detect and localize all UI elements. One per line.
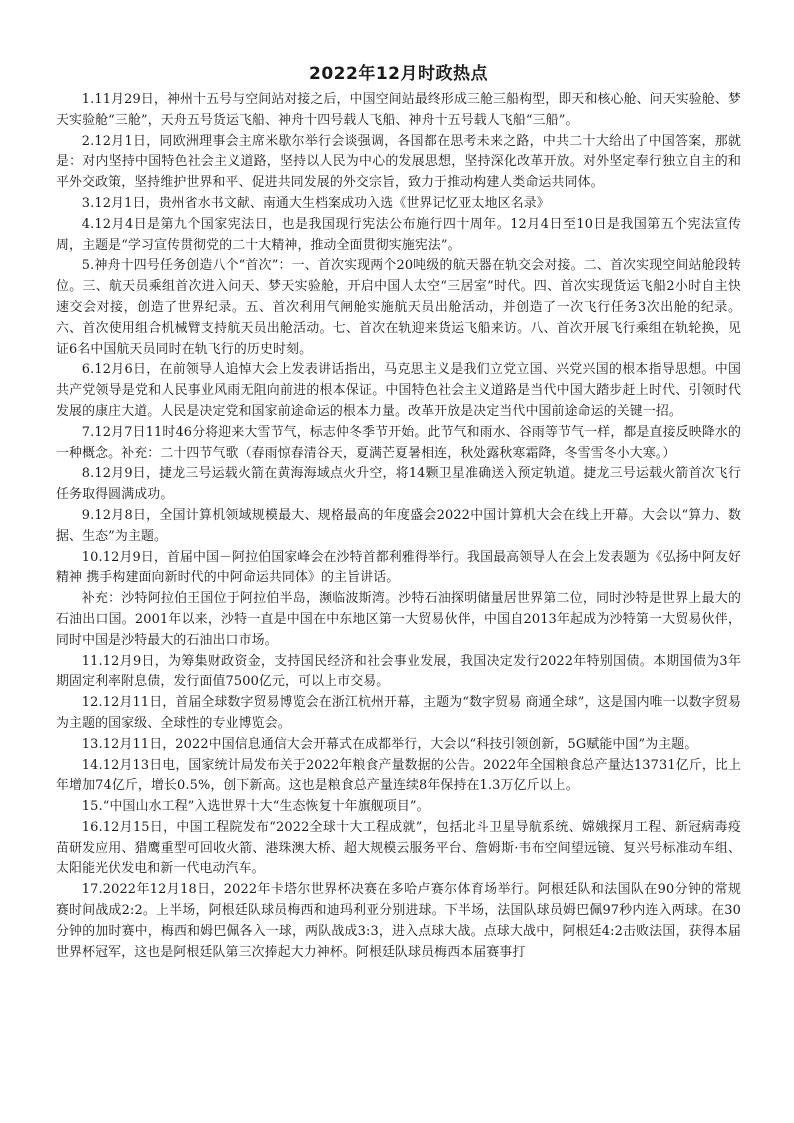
paragraph-10: 10.12月9日，首届中国－阿拉伯国家峰会在沙特首都利雅得举行。我国最高领导人在会上发表题为《弘扬中阿友好精神 携手构建面向新时代的中阿命运共同体》的主旨讲话。 <box>56 549 741 586</box>
document-title: 2022年12月时政热点 <box>309 64 488 84</box>
paragraph-2: 2.12月1日，同欧洲理事会主席米歇尔举行会谈强调，各国都在思考未来之路，中共二十大给出了中国答案，那就是：对内坚持中国特色社会主义道路，坚持以人民为中心的发展思想，坚持深化改革开放。对外坚定奉行独立自主的和平外交政策，坚持维护世界和平、促进共同发展的外交宗旨，致力于推动构建人类命运共同体。 <box>56 133 741 191</box>
paragraph-11: 11.12月9日，为筹集财政资金，支持国民经济和社会事业发展，我国决定发行2022年特别国债。本期国债为3年期固定利率附息债，发行面值7500亿元，可以上市交易。 <box>56 653 741 690</box>
paragraph-13: 13.12月11日，2022中国信息通信大会开幕式在成都举行，大会以“科技引领创新，5G赋能中国”为主题。 <box>81 736 698 752</box>
paragraph-10-supplement: 补充：沙特阿拉伯王国位于阿拉伯半岛，濒临波斯湾。沙特石油探明储量居世界第二位，同时沙特是世界上最大的石油出口国。2001年以来，沙特一直是中国在中东地区第一大贸易伙伴，中国自2013年起成为沙特第一大贸易伙伴，同时中国是沙特最大的石油出口市场。 <box>56 591 741 648</box>
paragraph-12: 12.12月11日，首届全球数字贸易博览会在浙江杭州开幕，主题为“数字贸易 商通全球”，这是国内唯一以数字贸易为主题的国家级、全球性的专业博览会。 <box>56 695 741 731</box>
paragraph-7: 7.12月7日11时46分将迎来大雪节气，标志仲冬季节开始。此节气和雨水、谷雨等节气一样，都是直接反映降水的一种概念。补充：二十四节气歌（春雨惊春清谷天，夏满芒夏暑相连，秋处露秋寒霜降，冬雪雪冬小大寒。） <box>56 424 741 461</box>
paragraph-14: 14.12月13日电，国家统计局发布关于2022年粮食产量数据的公告。2022年全国粮食总产量达13731亿斤，比上年增加74亿斤，增长0.5%，创下新高。这也是粮食总产量连续8年保持在1.3万亿斤以上。 <box>56 757 741 794</box>
paragraph-5: 5.神舟十四号任务创造八个“首次”：一、首次实现两个20吨级的航天器在轨交会对接。二、首次实现空间站舱段转位。三、航天员乘组首次进入问天、梦天实验舱，开启中国人太空“三居室”时代。四、首次实现货运飞船2小时自主快速交会对接，创造了世界纪录。五、首次利用气闸舱实施航天员出舱活动，并创造了一次飞行任务3次出舱的纪录。六、首次使用组合机械臂支持航天员出舱活动。七、首次在轨迎来货运飞船来访。八、首次开展飞行乘组在轨轮换，见证6名中国航天员同时在轨飞行的历史时刻。 <box>56 258 741 357</box>
paragraph-6: 6.12月6日，在前领导人追悼大会上发表讲话指出，马克思主义是我们立党立国、兴党兴国的根本指导思想。中国共产党领导是党和人民事业风雨无阻向前进的根本保证。中国特色社会主义道路是当代中国大踏步赶上时代、引领时代发展的康庄大道。人民是决定党和国家前途命运的根本力量。改革开放是决定当代中国前途命运的关键一招。 <box>56 362 741 419</box>
paragraph-4: 4.12月4日是第九个国家宪法日，也是我国现行宪法公布施行四十周年。12月4日至10日是我国第五个宪法宣传周，主题是“学习宣传贯彻党的二十大精神，推动全面贯彻实施宪法”。 <box>56 216 741 253</box>
paragraph-1: 1.11月29日，神州十五号与空间站对接之后，中国空间站最终形成三舱三船构型，即天和核心舱、问天实验舱、梦天实验舱“三舱”，天舟五号货运飞船、神舟十四号载人飞船、神舟十五号载人飞船“三船”。 <box>56 92 741 128</box>
paragraph-17: 17.2022年12月18日，2022年卡塔尔世界杯决赛在多哈卢赛尔体育场举行。阿根廷队和法国队在90分钟的常规赛时间战成2:2。上半场，阿根廷队球员梅西和迪玛利亚分别进球。下半场，法国队球员姆巴佩97秒内连入两球。在30分钟的加时赛中，梅西和姆巴佩各入一球，两队战成3:3，进入点球大战。点球大战中，阿根廷4:2击败法国，获得本届世界杯冠军，这也是阿根廷队第三次捧起大力神杯。阿根廷队球员梅西本届赛事打 <box>56 882 741 960</box>
paragraph-3: 3.12月1日，贵州省水书文献、南通大生档案成功入选《世界记忆亚太地区名录》 <box>81 195 550 211</box>
paragraph-8: 8.12月9日，捷龙三号运载火箭在黄海海域点火升空，将14颗卫星准确送入预定轨道。捷龙三号运载火箭首次飞行任务取得圆满成功。 <box>56 466 741 503</box>
paragraph-15: 15.“中国山水工程”入选世界十大“生态恢复十年旗舰项目”。 <box>81 799 430 815</box>
paragraph-9: 9.12月8日，全国计算机领域规模最大、规格最高的年度盛会2022中国计算机大会在线上开幕。大会以“算力、数据、生态”为主题。 <box>56 507 741 544</box>
paragraph-16: 16.12月15日，中国工程院发布“2022全球十大工程成就”，包括北斗卫星导航系统、嫦娥探月工程、新冠病毒疫苗研发应用、猎鹰重型可回收火箭、港珠澳大桥、超大规模云服务平台、詹姆斯·韦布空间望远镜、复兴号标准动车组、太阳能光伏发电和新一代电动汽车。 <box>56 819 741 877</box>
